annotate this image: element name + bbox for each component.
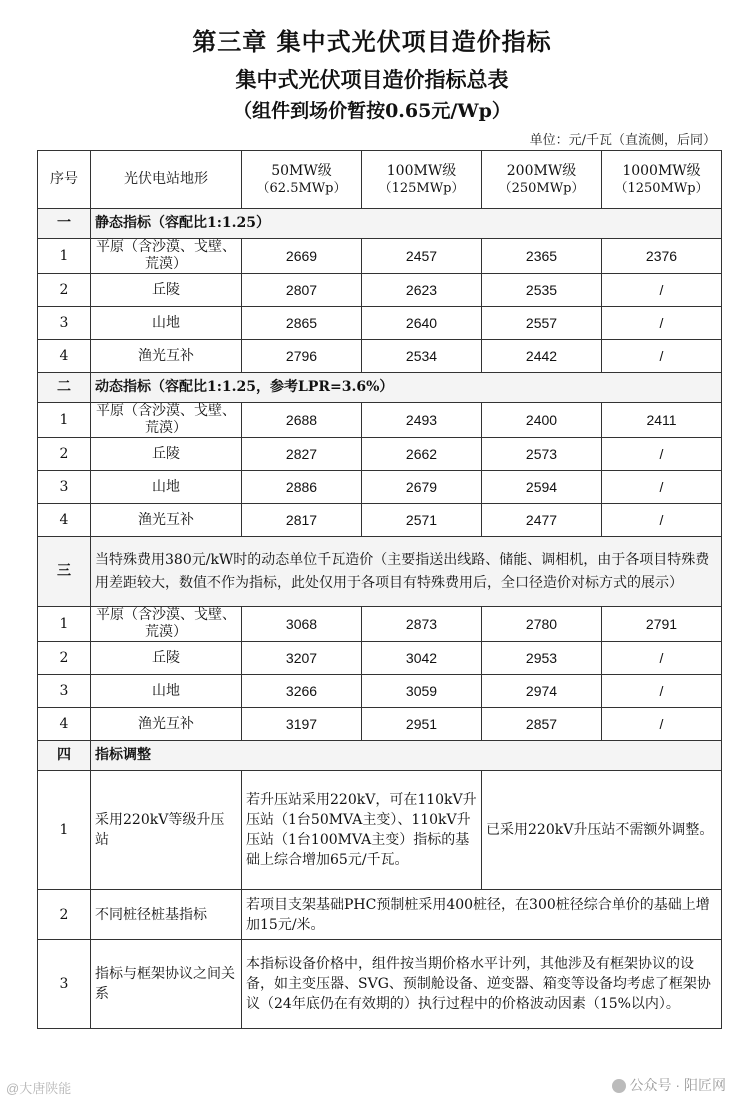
row-seq: 3	[38, 471, 91, 504]
page-title: 第三章 集中式光伏项目造价指标	[192, 27, 552, 56]
cost-cell: 2411	[602, 403, 722, 438]
section-label: 指标调整	[91, 741, 722, 771]
cost-cell: 2594	[482, 471, 602, 504]
table-title: 集中式光伏项目造价指标总表	[235, 67, 509, 92]
cost-cell: 2662	[362, 438, 482, 471]
cost-cell: 3266	[242, 675, 362, 708]
cost-cell: 2865	[242, 307, 362, 340]
row-seq: 1	[38, 403, 91, 438]
row-seq: 2	[38, 642, 91, 675]
row-seq: 4	[38, 708, 91, 741]
row-terrain: 山地	[91, 307, 242, 340]
table-row	[38, 607, 722, 642]
cost-cell: 3042	[362, 642, 482, 675]
section-header	[38, 209, 722, 239]
section-number: 三	[38, 537, 91, 607]
adjustment-desc: 若项目支架基础PHC预制桩采用400桩径，在300桩径综合单价的基础上增加15元/米。	[242, 890, 722, 940]
row-terrain: 丘陵	[91, 274, 242, 307]
cost-cell: 2457	[362, 239, 482, 274]
header-seq: 序号	[38, 151, 91, 209]
header-row	[38, 151, 722, 209]
row-terrain: 平原（含沙漠、戈壁、荒漠）	[91, 607, 242, 642]
adjustment-item: 指标与框架协议之间关系	[91, 940, 242, 1029]
cost-cell: 2886	[242, 471, 362, 504]
table-row	[38, 642, 722, 675]
section-number: 一	[38, 209, 91, 239]
table-row	[38, 307, 722, 340]
adjustment-desc: 本指标设备价格中，组件按当期价格水平计列，其他涉及有框架协议的设备，如主变压器、SVG、预制舱设备、逆变器、箱变等设备均考虑了框架协议（24年底仍在有效期的）执行过程中的价格波动因素（15%以内）。	[242, 940, 722, 1029]
row-seq: 4	[38, 504, 91, 537]
section-number: 四	[38, 741, 91, 771]
cost-cell: /	[602, 471, 722, 504]
cost-cell: 2573	[482, 438, 602, 471]
cost-cell: 2857	[482, 708, 602, 741]
adjustment-item: 采用220kV等级升压站	[91, 771, 242, 890]
row-seq: 2	[38, 890, 91, 940]
row-terrain: 山地	[91, 471, 242, 504]
cost-cell: 2873	[362, 607, 482, 642]
row-seq: 2	[38, 274, 91, 307]
row-terrain: 平原（含沙漠、戈壁、荒漠）	[91, 403, 242, 438]
cost-cell: 3068	[242, 607, 362, 642]
cost-cell: 2442	[482, 340, 602, 373]
adjustment-desc: 若升压站采用220kV，可在110kV升压站（1台50MVA主变）、110kV升压站（1台100MVA主变）指标的基础上综合增加65元/千瓦。	[242, 771, 482, 890]
cost-cell: 2400	[482, 403, 602, 438]
row-terrain: 丘陵	[91, 438, 242, 471]
row-seq: 1	[38, 771, 91, 890]
adjustment-desc-alt: 已采用220kV升压站不需额外调整。	[482, 771, 722, 890]
section-label: 当特殊费用380元/kW时的动态单位千瓦造价（主要指送出线路、储能、调相机，由于各项目特殊费用差距较大，数值不作为指标，此处仅用于各项目有特殊费用后，全口径造价对标方式的展示）	[91, 537, 722, 607]
cost-cell: 2688	[242, 403, 362, 438]
cost-cell: /	[602, 504, 722, 537]
header-col-1000mw: 1000MW级 （1250MWp）	[602, 151, 722, 209]
table-row	[38, 708, 722, 741]
table-row	[38, 471, 722, 504]
section-header	[38, 741, 722, 771]
cost-cell: 2365	[482, 239, 602, 274]
row-seq: 1	[38, 239, 91, 274]
row-terrain: 平原（含沙漠、戈壁、荒漠）	[91, 239, 242, 274]
cost-cell: /	[602, 340, 722, 373]
table-row	[38, 239, 722, 274]
cost-cell: 2477	[482, 504, 602, 537]
cost-cell: 2817	[242, 504, 362, 537]
cost-cell: 2807	[242, 274, 362, 307]
wechat-icon	[612, 1079, 626, 1093]
adjustment-row	[38, 940, 722, 1029]
row-seq: 4	[38, 340, 91, 373]
header-terrain: 光伏电站地形	[91, 151, 242, 209]
table-row	[38, 504, 722, 537]
cost-cell: 2780	[482, 607, 602, 642]
cost-cell: /	[602, 708, 722, 741]
row-terrain: 丘陵	[91, 642, 242, 675]
section-header	[38, 373, 722, 403]
row-seq: 2	[38, 438, 91, 471]
cost-cell: 2796	[242, 340, 362, 373]
table-row	[38, 675, 722, 708]
cost-cell: /	[602, 675, 722, 708]
table-row	[38, 340, 722, 373]
price-note: （组件到场价暂按0.65元/Wp）	[233, 100, 511, 122]
section-number: 二	[38, 373, 91, 403]
cost-cell: 2827	[242, 438, 362, 471]
cost-cell: 2534	[362, 340, 482, 373]
cost-cell: 3197	[242, 708, 362, 741]
cost-cell: 2376	[602, 239, 722, 274]
unit-note: 单位：元/千瓦（直流侧，后同）	[529, 133, 716, 148]
cost-cell: 2535	[482, 274, 602, 307]
table-row	[38, 403, 722, 438]
cost-cell: 2974	[482, 675, 602, 708]
row-seq: 3	[38, 307, 91, 340]
cost-cell: /	[602, 438, 722, 471]
cost-cell: 2679	[362, 471, 482, 504]
table-row	[38, 274, 722, 307]
adjustment-row	[38, 890, 722, 940]
row-terrain: 渔光互补	[91, 340, 242, 373]
cost-cell: 2953	[482, 642, 602, 675]
header-col-100mw: 100MW级 （125MWp）	[362, 151, 482, 209]
adjustment-item: 不同桩径桩基指标	[91, 890, 242, 940]
watermark-left: @大唐陕能	[6, 1081, 72, 1096]
cost-index-table	[37, 150, 722, 1029]
cost-cell: 3207	[242, 642, 362, 675]
header-col-200mw: 200MW级 （250MWp）	[482, 151, 602, 209]
cost-cell: /	[602, 307, 722, 340]
section-label: 静态指标（容配比1:1.25）	[91, 209, 722, 239]
cost-cell: 2669	[242, 239, 362, 274]
row-seq: 1	[38, 607, 91, 642]
cost-cell: /	[602, 274, 722, 307]
section-label: 动态指标（容配比1:1.25，参考LPR=3.6%）	[91, 373, 722, 403]
cost-cell: /	[602, 642, 722, 675]
table-row	[38, 438, 722, 471]
cost-cell: 3059	[362, 675, 482, 708]
section-header	[38, 537, 722, 607]
row-terrain: 山地	[91, 675, 242, 708]
cost-cell: 2640	[362, 307, 482, 340]
row-terrain: 渔光互补	[91, 708, 242, 741]
cost-cell: 2493	[362, 403, 482, 438]
cost-cell: 2791	[602, 607, 722, 642]
cost-cell: 2951	[362, 708, 482, 741]
cost-cell: 2557	[482, 307, 602, 340]
cost-cell: 2623	[362, 274, 482, 307]
row-seq: 3	[38, 675, 91, 708]
cost-cell: 2571	[362, 504, 482, 537]
header-col-50mw: 50MW级 （62.5MWp）	[242, 151, 362, 209]
row-seq: 3	[38, 940, 91, 1029]
watermark-right: 公众号 · 阳匠网	[612, 1075, 726, 1095]
adjustment-row	[38, 771, 722, 890]
row-terrain: 渔光互补	[91, 504, 242, 537]
